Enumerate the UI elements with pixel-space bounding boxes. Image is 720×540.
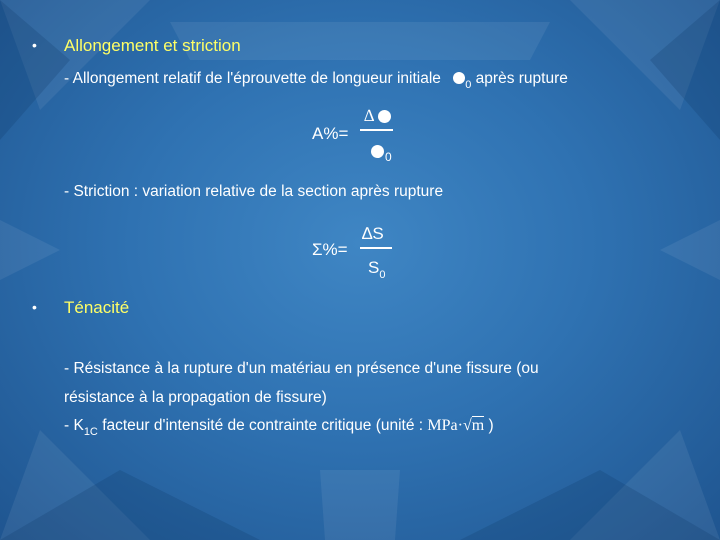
bullet-title-tenacite: Ténacité bbox=[64, 298, 130, 317]
unit-expression bbox=[427, 416, 484, 434]
tenacite-line-1: - Résistance à la rupture d'un matériau en présence d'une fissure (ou bbox=[64, 360, 539, 377]
formula-s-lhs: Σ%= bbox=[312, 240, 348, 259]
k1c-subscript: 1C bbox=[83, 426, 98, 438]
k1c-description: facteur d'intensité de contrainte critique (unité : bbox=[102, 417, 424, 434]
unit-close-paren: ) bbox=[488, 417, 494, 434]
formula-a-length-symbol-icon bbox=[378, 110, 391, 123]
unit-mpa: MPa· bbox=[427, 417, 463, 434]
formula-s-denominator bbox=[368, 258, 386, 281]
formula-a-fraction-bar bbox=[360, 129, 393, 131]
formula-s-denominator-text: S bbox=[368, 258, 380, 277]
tenacite-line-3 bbox=[64, 417, 494, 438]
allongement-description bbox=[64, 70, 568, 91]
allongement-description-text: - Allongement relatif de l'éprouvette de longueur initiale bbox=[64, 70, 441, 87]
formula-s-numerator: ∆S bbox=[362, 224, 384, 243]
formula-s-fraction-bar bbox=[360, 247, 392, 249]
bullet-title-allongement: Allongement et striction bbox=[64, 36, 241, 55]
length-symbol-icon bbox=[453, 72, 465, 84]
formula-a-denominator-subscript: 0 bbox=[385, 150, 392, 164]
striction-description: - Striction : variation relative de la section après rupture bbox=[64, 183, 444, 200]
formula-a-denominator-length-icon bbox=[371, 145, 384, 158]
k1c-prefix: - K bbox=[64, 417, 84, 434]
formula-a-lhs: A%= bbox=[312, 124, 349, 143]
tenacite-line-2: résistance à la propagation de fissure) bbox=[64, 389, 327, 406]
bullet-marker: • bbox=[32, 299, 37, 315]
formula-a-delta: ∆ bbox=[364, 106, 375, 125]
length-symbol-subscript: 0 bbox=[465, 79, 472, 91]
unit-m: m bbox=[471, 417, 485, 434]
bullet-marker: • bbox=[32, 37, 37, 53]
formula-s-denominator-subscript: 0 bbox=[379, 269, 386, 281]
allongement-description-end: après rupture bbox=[475, 70, 568, 87]
square-root-icon: √ bbox=[462, 417, 472, 434]
